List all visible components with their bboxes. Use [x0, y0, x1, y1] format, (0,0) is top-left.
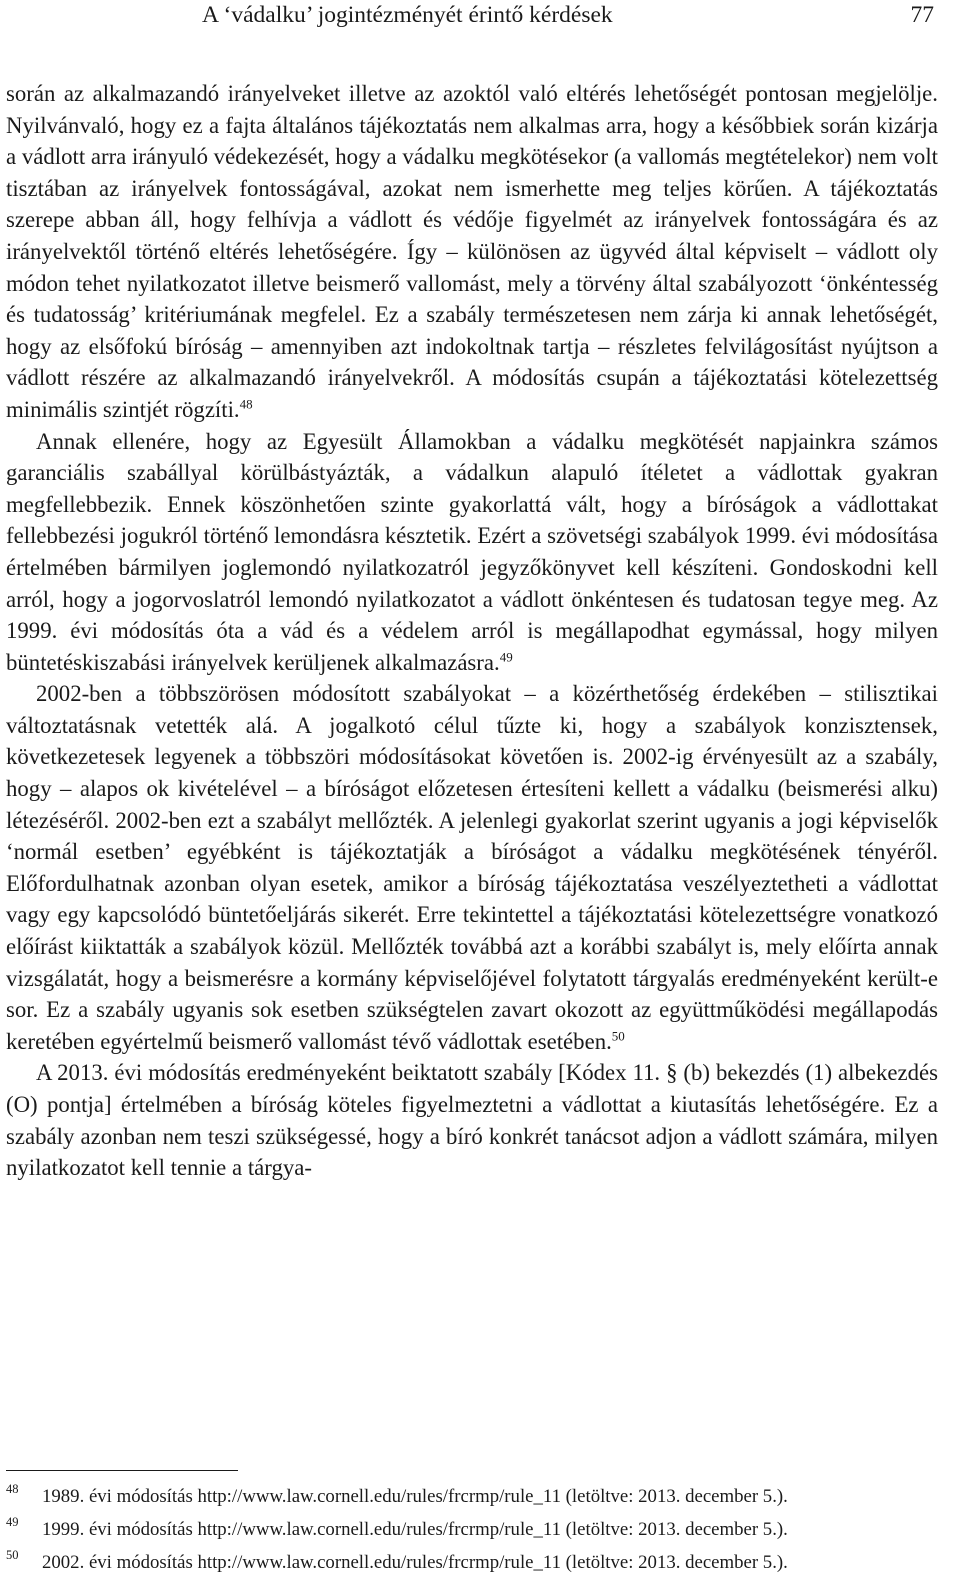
- paragraph: [6, 678, 938, 1057]
- footnote-text: 2002. évi módosítás http://www.law.cornell.edu/rules/frcrmp/rule_11 (letöltve: 2013. december 5.).: [42, 1552, 788, 1573]
- footnote-reference[interactable]: 50: [611, 1028, 625, 1044]
- footnotes: [6, 1480, 946, 1579]
- paragraph-text: Annak ellenére, hogy az Egyesült Államokban a vádalku megkötését napjainkra számos garanciális szabállyal körülbástyázták, a vádalkun alapuló ítéletet a vádlottak gyakran megfellebbezik. Ennek köszönhetően szinte gyakorlattá vált, hogy a bíróságok a vádlottakat fellebbezési jogukról történő lemondásra késztetik. Ezért a szövetségi szabályok 1999. évi módosítása értelmében bármilyen joglemondó nyilatkozatról jegyzőkönyvet kell készíteni. Gondoskodni kell arról, hogy a jogorvoslatról lemondó nyilatkozatot a vádlott önkéntesen és tudatosan tegye meg. Az 1999. évi módosítás óta a vád és a védelem arról is megállapodhat egymással, hogy milyen büntetéskiszabási irányelvek kerüljenek alkalmazásra.: [6, 428, 938, 675]
- paragraph-text: A 2013. évi módosítás eredményeként beiktatott szabály [Kódex 11. § (b) bekezdés (1) albekezdés (O) pontja] értelmében a bíróság köteles figyelmeztetni a vádlottat a kiutasítás lehetőségére. Ez a szabály azonban nem teszi szükségessé, hogy a bíró konkrét tanácsot adjon a vádlott számára, milyen nyilatkozatot kell tennie a tárgya-: [6, 1060, 938, 1181]
- running-header: [0, 2, 960, 34]
- footnote-mark: 48: [6, 1482, 19, 1496]
- footnote: [6, 1480, 946, 1513]
- paragraph: [6, 426, 938, 679]
- footnote-text: 1999. évi módosítás http://www.law.cornell.edu/rules/frcrmp/rule_11 (letöltve: 2013. december 5.).: [42, 1519, 788, 1540]
- footnote-mark: 49: [6, 1515, 19, 1529]
- paragraph: [6, 78, 938, 426]
- footnote: [6, 1513, 946, 1546]
- footnote-divider: [6, 1470, 238, 1471]
- paragraph: [6, 1057, 938, 1183]
- body-text: [6, 78, 938, 1184]
- page-number: 77: [910, 2, 934, 28]
- running-title: A ‘vádalku’ jogintézményét érintő kérdések: [202, 2, 613, 28]
- footnote-mark: 50: [6, 1548, 19, 1562]
- footnote-text: 1989. évi módosítás http://www.law.cornell.edu/rules/frcrmp/rule_11 (letöltve: 2013. december 5.).: [42, 1486, 788, 1507]
- footnote-reference[interactable]: 49: [499, 649, 513, 665]
- footnote-reference[interactable]: 48: [239, 396, 253, 412]
- footnote: [6, 1546, 946, 1579]
- paragraph-text: során az alkalmazandó irányelveket illetve az azoktól való eltérés lehetőségét pontosan megjelölje. Nyilvánvaló, hogy ez a fajta általános tájékoztatás nem alkalmas arra, hogy a későbbiek során kizárja a vádlott arra irányuló védekezését, hogy a vádalku megkötésekor (a vallomás megtételekor) nem volt tisztában az irányelvek fontosságával, azokat nem ismerhette meg teljes körűen. A tájékoztatás szerepe abban áll, hogy felhívja a vádlott és védője figyelmét az irányelvek fontosságára és az irányelvektől történő eltérés lehetőségére. Így – különösen az ügyvéd által képviselt – vádlott oly módon tehet nyilatkozatot illetve beismerő vallomást, mely a törvény által szabályozott ‘önkéntesség és tudatosság’ kritériumának megfelel. Ez a szabály természetesen nem zárja ki annak lehetőségét, hogy az elsőfokú bíróság – amennyiben azt indokoltnak tartja – részletes felvilágosítást nyújtson a vádlott részére az alkalmazandó irányelvekről. A módosítás csupán a tájékoztatási kötelezettség minimális szintjét rögzíti.: [6, 81, 938, 422]
- paragraph-text: 2002-ben a többszörösen módosított szabályokat – a közérthetőség érdekében – stilisztikai változtatásnak vetették alá. A jogalkotó célul tűzte ki, hogy a szabályok konzisztensek, következetesek legyenek a többszöri módosításokat követően is. 2002-ig érvényesült az a szabály, hogy – alapos ok kivételével – a bíróságot előzetesen értesíteni kellett a vádalku (beismerési alku) létezéséről. 2002-ben ezt a szabályt mellőzték. A jelenlegi gyakorlat szerint ugyanis a jogi képviselők ‘normál esetben’ egyébként is tájékoztatják a bíróságot a vádalku megkötésének tényéről. Előfordulhatnak azonban olyan esetek, amikor a bíróság tájékoztatása veszélyeztetheti a vádlottat vagy egy kapcsolódó büntetőeljárás sikerét. Erre tekintettel a tájékoztatási kötelezettségre vonatkozó előírást kiiktatták a szabályok közül. Mellőzték továbbá azt a korábbi szabályt is, mely előírta annak vizsgálatát, hogy a beismerésre a kormány képviselőjével folytatott tárgyalás eredményeként került-e sor. Ez a szabály ugyanis sok esetben szükségtelen zavart okozott az együttműködési megállapodás keretében egyértelmű beismerő vallomást tévő vádlottak esetében.: [6, 681, 938, 1054]
